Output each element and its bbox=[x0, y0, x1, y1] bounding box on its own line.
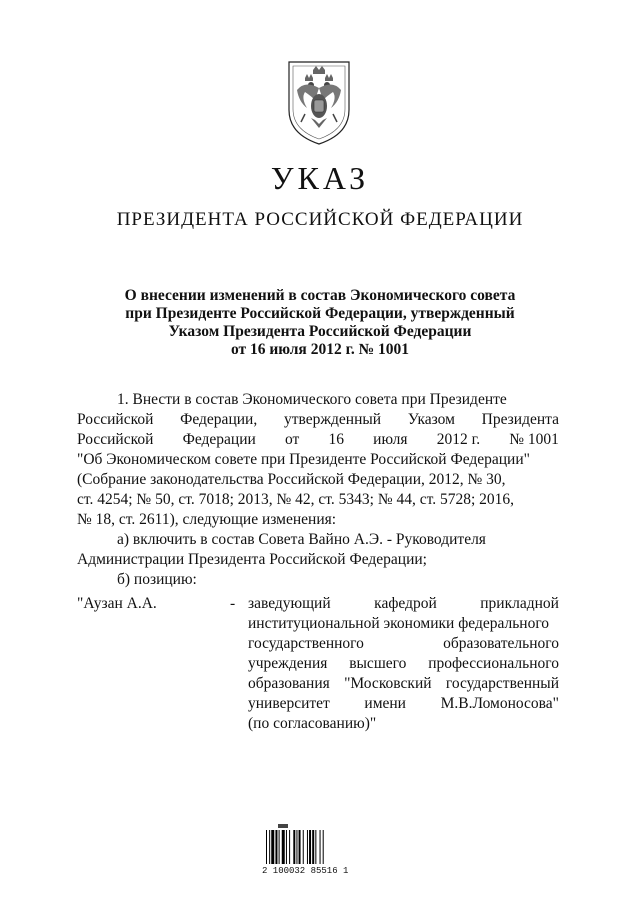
word: институциональной экономики федерального bbox=[248, 615, 550, 632]
word: Федерации, bbox=[180, 411, 258, 428]
position-line bbox=[248, 695, 559, 713]
subparagraph-a-line: а) включить в состав Совета Вайно А.Э. - Руководителя bbox=[117, 531, 486, 548]
word: государственного bbox=[248, 635, 364, 652]
word: прикладной bbox=[480, 595, 559, 612]
position-member-name: "Аузан А.А. bbox=[77, 595, 157, 612]
russian-coat-of-arms-icon bbox=[283, 52, 355, 148]
decree-subtitle: ПРЕЗИДЕНТА РОССИЙСКОЙ ФЕДЕРАЦИИ bbox=[116, 209, 524, 230]
barcode-number: 2 100032 85516 1 bbox=[262, 866, 349, 876]
position-line bbox=[248, 655, 559, 673]
subparagraph-a-line: Администрации Президента Российской Федерации; bbox=[77, 551, 427, 568]
position-line bbox=[248, 595, 559, 613]
word: Указом bbox=[407, 411, 455, 428]
word: имени bbox=[364, 695, 406, 712]
heading-line: Указом Президента Российской Федерации bbox=[168, 323, 472, 340]
word: Российской bbox=[77, 411, 154, 428]
position-line bbox=[248, 675, 559, 693]
word: учреждения bbox=[248, 655, 328, 672]
word: № 1001 bbox=[509, 431, 559, 448]
barcode-icon bbox=[266, 822, 350, 866]
paragraph-1-line: № 18, ст. 2611), следующие изменения: bbox=[77, 511, 337, 528]
heading-line: при Президенте Российской Федерации, утвержденный bbox=[125, 305, 515, 322]
word: кафедрой bbox=[374, 595, 437, 612]
word: июля bbox=[373, 431, 408, 448]
paragraph-1-line bbox=[77, 431, 559, 449]
position-line bbox=[248, 635, 559, 653]
word: профессионального bbox=[428, 655, 559, 672]
word: "Московский bbox=[344, 675, 432, 692]
heading-line: О внесении изменений в состав Экономического совета bbox=[124, 287, 516, 304]
word: образования bbox=[248, 675, 330, 692]
paragraph-1-line bbox=[77, 411, 559, 429]
word: Российской bbox=[77, 431, 154, 448]
word: образовательного bbox=[443, 635, 559, 652]
decree-title: УКАЗ bbox=[270, 160, 370, 196]
word: высшего bbox=[349, 655, 407, 672]
word: утвержденный bbox=[283, 411, 382, 428]
position-dash: - bbox=[230, 595, 236, 612]
paragraph-1-line: (Собрание законодательства Российской Федерации, 2012, № 30, bbox=[77, 471, 506, 488]
decree-heading bbox=[0, 287, 640, 359]
word: университет bbox=[248, 695, 330, 712]
word: заведующий bbox=[248, 595, 331, 612]
position-line: (по согласованию)" bbox=[248, 715, 377, 732]
word: государственный bbox=[445, 675, 559, 692]
paragraph-1-line: ст. 4254; № 50, ст. 7018; 2013, № 42, ст. 5343; № 44, ст. 5728; 2016, bbox=[77, 491, 515, 508]
word: 16 bbox=[328, 431, 344, 448]
paragraph-1-line: "Об Экономическом совете при Президенте Российской Федерации" bbox=[77, 451, 530, 468]
heading-line: от 16 июля 2012 г. № 1001 bbox=[230, 341, 410, 358]
word: от bbox=[284, 431, 300, 448]
subparagraph-b-line: б) позицию: bbox=[117, 571, 197, 588]
word: Федерации bbox=[182, 431, 256, 448]
word: М.В.Ломоносова" bbox=[440, 695, 559, 712]
position-line bbox=[248, 615, 559, 633]
word: Президента bbox=[481, 411, 559, 428]
paragraph-1-line: 1. Внести в состав Экономического совета при Президенте bbox=[117, 391, 507, 408]
word: 2012 г. bbox=[436, 431, 481, 448]
